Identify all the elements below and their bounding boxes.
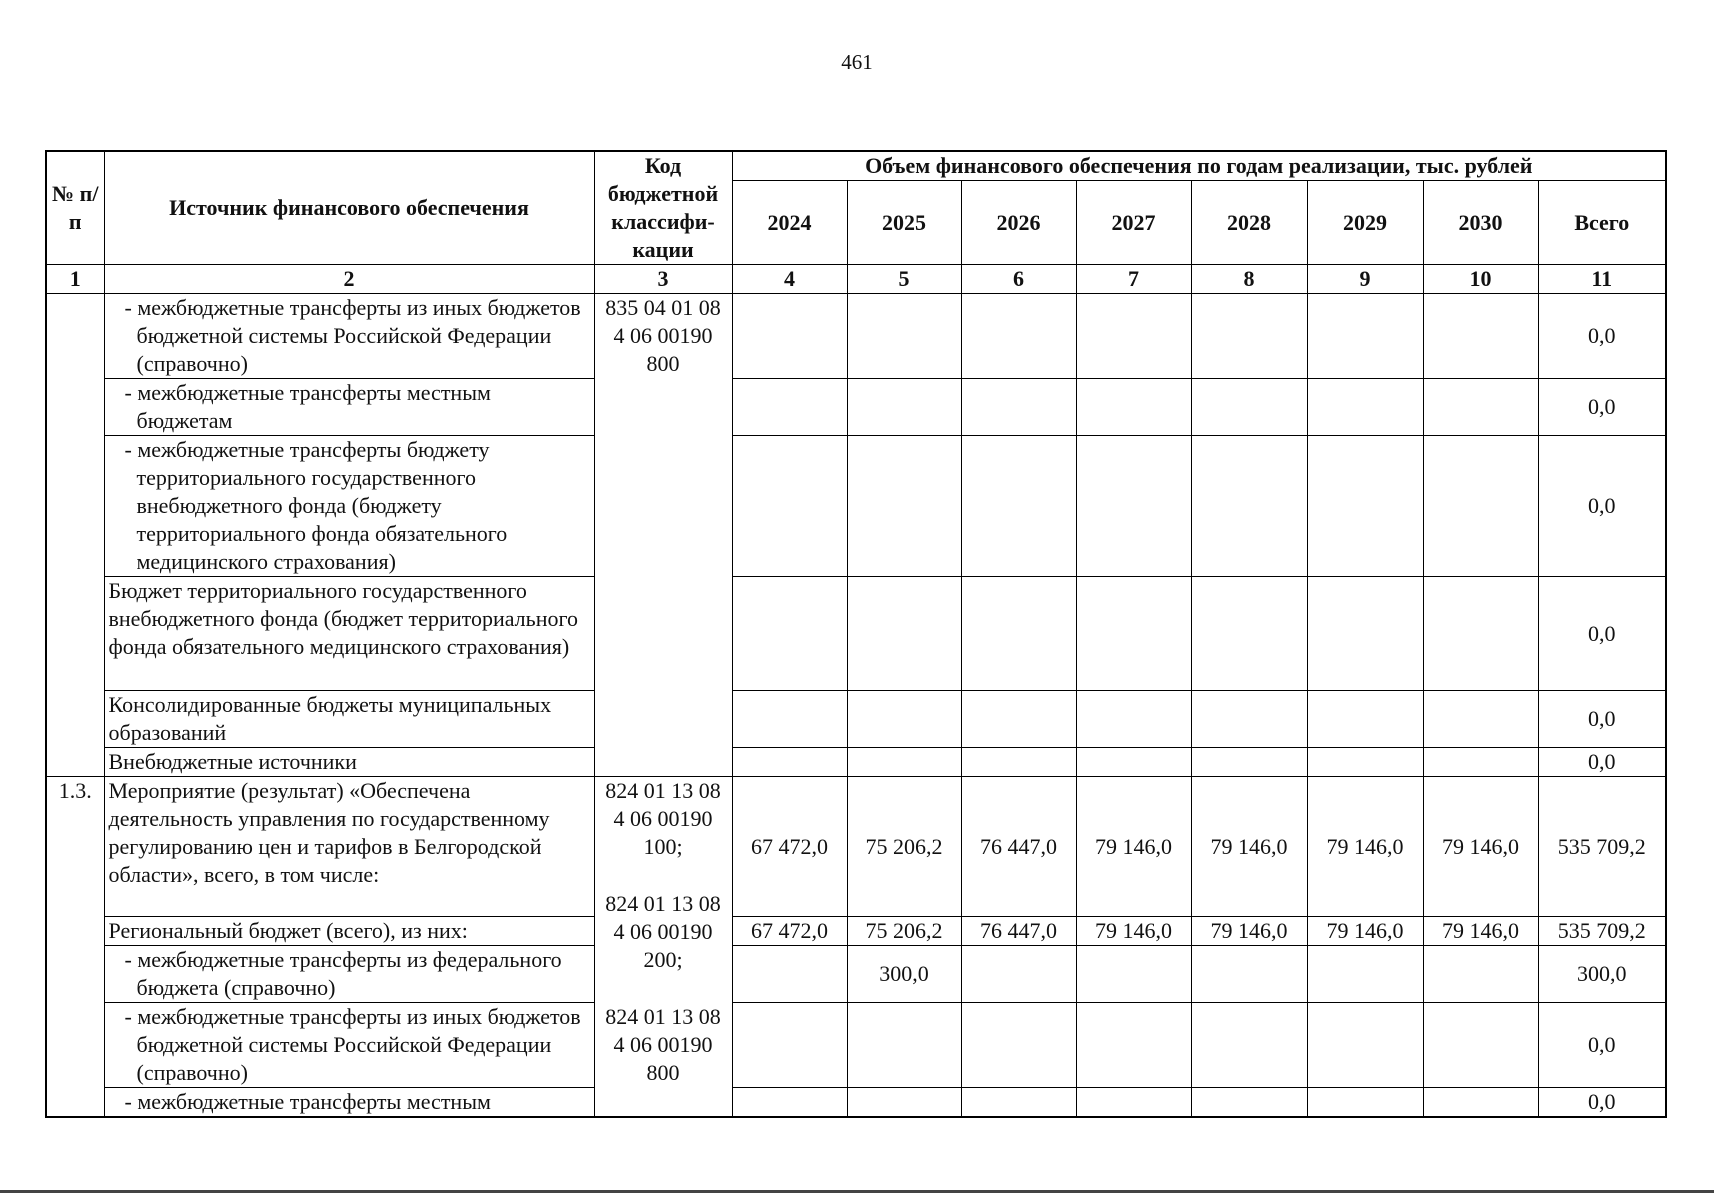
cell-2026: 76 447,0 xyxy=(961,917,1076,946)
cell-2029 xyxy=(1307,294,1423,379)
cell-2029 xyxy=(1307,1088,1423,1118)
cell-2027 xyxy=(1076,1003,1191,1088)
cell-2028: 79 146,0 xyxy=(1191,777,1307,917)
budget-code-line: 824 01 13 08 4 06 00190 200; xyxy=(605,891,721,972)
cell-2025 xyxy=(847,691,961,748)
row-number xyxy=(46,294,104,777)
cell-2025 xyxy=(847,1003,961,1088)
cell-2030 xyxy=(1423,379,1538,436)
cell-2025 xyxy=(847,748,961,777)
cell-2029 xyxy=(1307,436,1423,577)
col-number: 8 xyxy=(1191,265,1307,294)
header-total: Всего xyxy=(1538,181,1666,265)
cell-total: 535 709,2 xyxy=(1538,777,1666,917)
row-source: - межбюджетные трансферты из иных бюджетов бюджетной системы Российской Федерации (справочно) xyxy=(104,1003,594,1088)
cell-2028 xyxy=(1191,691,1307,748)
cell-2027 xyxy=(1076,748,1191,777)
row-source: - межбюджетные трансферты бюджету территориального государственного внебюджетного фонда (бюджету территориального фонда обязательного медицинского страхования) xyxy=(104,436,594,577)
scan-edge-line xyxy=(0,1190,1714,1193)
col-number: 10 xyxy=(1423,265,1538,294)
col-number: 7 xyxy=(1076,265,1191,294)
cell-2025: 75 206,2 xyxy=(847,917,961,946)
cell-2027: 79 146,0 xyxy=(1076,917,1191,946)
col-number: 9 xyxy=(1307,265,1423,294)
cell-2027 xyxy=(1076,294,1191,379)
header-year-2030: 2030 xyxy=(1423,181,1538,265)
cell-2028 xyxy=(1191,946,1307,1003)
cell-2029 xyxy=(1307,379,1423,436)
cell-2029 xyxy=(1307,946,1423,1003)
cell-2027 xyxy=(1076,946,1191,1003)
cell-2025 xyxy=(847,436,961,577)
table-row xyxy=(46,379,1666,436)
table-row xyxy=(46,1003,1666,1088)
row-source: - межбюджетные трансферты местным бюджетам xyxy=(104,379,594,436)
cell-2024 xyxy=(732,1088,847,1118)
page-number: 461 xyxy=(841,50,873,74)
cell-2028 xyxy=(1191,748,1307,777)
cell-2028 xyxy=(1191,436,1307,577)
header-year-2027: 2027 xyxy=(1076,181,1191,265)
cell-2027: 79 146,0 xyxy=(1076,777,1191,917)
col-number: 6 xyxy=(961,265,1076,294)
cell-2025: 75 206,2 xyxy=(847,777,961,917)
cell-2027 xyxy=(1076,379,1191,436)
cell-2030: 79 146,0 xyxy=(1423,777,1538,917)
row-source: Бюджет территориального государственного внебюджетного фонда (бюджет территориального фонда обязательного медицинского страхования) xyxy=(104,577,594,691)
cell-total: 0,0 xyxy=(1538,379,1666,436)
header-year-2025: 2025 xyxy=(847,181,961,265)
row-source: - межбюджетные трансферты из федерального бюджета (справочно) xyxy=(104,946,594,1003)
cell-2026: 76 447,0 xyxy=(961,777,1076,917)
table-row xyxy=(46,917,1666,946)
financing-table xyxy=(45,150,1667,1118)
cell-total: 0,0 xyxy=(1538,748,1666,777)
cell-2028 xyxy=(1191,294,1307,379)
cell-2026 xyxy=(961,577,1076,691)
cell-2030 xyxy=(1423,691,1538,748)
table-row xyxy=(46,777,1666,917)
col-number: 3 xyxy=(594,265,732,294)
cell-2029: 79 146,0 xyxy=(1307,777,1423,917)
row-source: Мероприятие (результат) «Обеспечена деятельность управления по государственному регулированию цен и тарифов в Белгородской области», всего, в том числе: xyxy=(104,777,594,917)
cell-2027 xyxy=(1076,577,1191,691)
cell-2030: 79 146,0 xyxy=(1423,917,1538,946)
cell-total: 0,0 xyxy=(1538,294,1666,379)
cell-total: 300,0 xyxy=(1538,946,1666,1003)
cell-2024: 67 472,0 xyxy=(732,917,847,946)
header-year-2028: 2028 xyxy=(1191,181,1307,265)
header-year-2026: 2026 xyxy=(961,181,1076,265)
cell-2024 xyxy=(732,946,847,1003)
cell-2027 xyxy=(1076,436,1191,577)
col-number: 1 xyxy=(46,265,104,294)
row-source: Внебюджетные источники xyxy=(104,748,594,777)
cell-2025 xyxy=(847,1088,961,1118)
row-source: Региональный бюджет (всего), из них: xyxy=(104,917,594,946)
cell-2026 xyxy=(961,1088,1076,1118)
table-row xyxy=(46,294,1666,379)
spacer xyxy=(599,861,728,883)
table-row xyxy=(46,946,1666,1003)
budget-code-line: 824 01 13 08 4 06 00190 100; xyxy=(605,778,721,859)
row-source: - межбюджетные трансферты местным xyxy=(104,1088,594,1118)
row-source: - межбюджетные трансферты из иных бюджетов бюджетной системы Российской Федерации (справочно) xyxy=(104,294,594,379)
cell-2024 xyxy=(732,748,847,777)
cell-2029 xyxy=(1307,1003,1423,1088)
cell-2025: 300,0 xyxy=(847,946,961,1003)
table-row xyxy=(46,436,1666,577)
cell-2024 xyxy=(732,436,847,577)
cell-total: 535 709,2 xyxy=(1538,917,1666,946)
header-volume: Объем финансового обеспечения по годам реализации, тыс. рублей xyxy=(732,151,1666,181)
cell-2030 xyxy=(1423,1088,1538,1118)
cell-2030 xyxy=(1423,436,1538,577)
cell-2026 xyxy=(961,946,1076,1003)
table-row xyxy=(46,1088,1666,1118)
header-year-2029: 2029 xyxy=(1307,181,1423,265)
cell-2025 xyxy=(847,379,961,436)
cell-2030 xyxy=(1423,294,1538,379)
cell-2030 xyxy=(1423,577,1538,691)
spacer xyxy=(599,974,728,996)
col-number: 4 xyxy=(732,265,847,294)
cell-2026 xyxy=(961,748,1076,777)
cell-2026 xyxy=(961,1003,1076,1088)
cell-2030 xyxy=(1423,748,1538,777)
header-no: № п/п xyxy=(46,151,104,265)
cell-2026 xyxy=(961,691,1076,748)
cell-2030 xyxy=(1423,946,1538,1003)
cell-2026 xyxy=(961,379,1076,436)
col-number: 5 xyxy=(847,265,961,294)
cell-2029 xyxy=(1307,577,1423,691)
cell-total: 0,0 xyxy=(1538,577,1666,691)
cell-2024: 67 472,0 xyxy=(732,777,847,917)
cell-2026 xyxy=(961,436,1076,577)
cell-total: 0,0 xyxy=(1538,1003,1666,1088)
cell-2030 xyxy=(1423,1003,1538,1088)
table-row xyxy=(46,748,1666,777)
header-source: Источник финансового обеспечения xyxy=(104,151,594,265)
cell-2024 xyxy=(732,379,847,436)
cell-2025 xyxy=(847,577,961,691)
budget-code-line: 824 01 13 08 4 06 00190 800 xyxy=(605,1004,721,1085)
budget-code: 835 04 01 08 4 06 00190 800 xyxy=(594,294,732,777)
cell-2029: 79 146,0 xyxy=(1307,917,1423,946)
table-row xyxy=(46,577,1666,691)
col-number: 11 xyxy=(1538,265,1666,294)
col-number: 2 xyxy=(104,265,594,294)
cell-2027 xyxy=(1076,691,1191,748)
cell-2029 xyxy=(1307,748,1423,777)
cell-2024 xyxy=(732,691,847,748)
budget-code xyxy=(594,777,732,1118)
row-number: 1.3. xyxy=(46,777,104,1118)
cell-2028 xyxy=(1191,1003,1307,1088)
cell-2024 xyxy=(732,294,847,379)
cell-total: 0,0 xyxy=(1538,1088,1666,1118)
cell-2029 xyxy=(1307,691,1423,748)
cell-total: 0,0 xyxy=(1538,691,1666,748)
cell-2027 xyxy=(1076,1088,1191,1118)
cell-2025 xyxy=(847,294,961,379)
table-row xyxy=(46,691,1666,748)
cell-2028 xyxy=(1191,1088,1307,1118)
cell-2028: 79 146,0 xyxy=(1191,917,1307,946)
cell-2028 xyxy=(1191,379,1307,436)
header-year-2024: 2024 xyxy=(732,181,847,265)
cell-2026 xyxy=(961,294,1076,379)
cell-2028 xyxy=(1191,577,1307,691)
row-source: Консолидированные бюджеты муниципальных образований xyxy=(104,691,594,748)
header-code: Код бюджетной классифи-кации xyxy=(594,151,732,265)
cell-total: 0,0 xyxy=(1538,436,1666,577)
cell-2024 xyxy=(732,1003,847,1088)
cell-2024 xyxy=(732,577,847,691)
